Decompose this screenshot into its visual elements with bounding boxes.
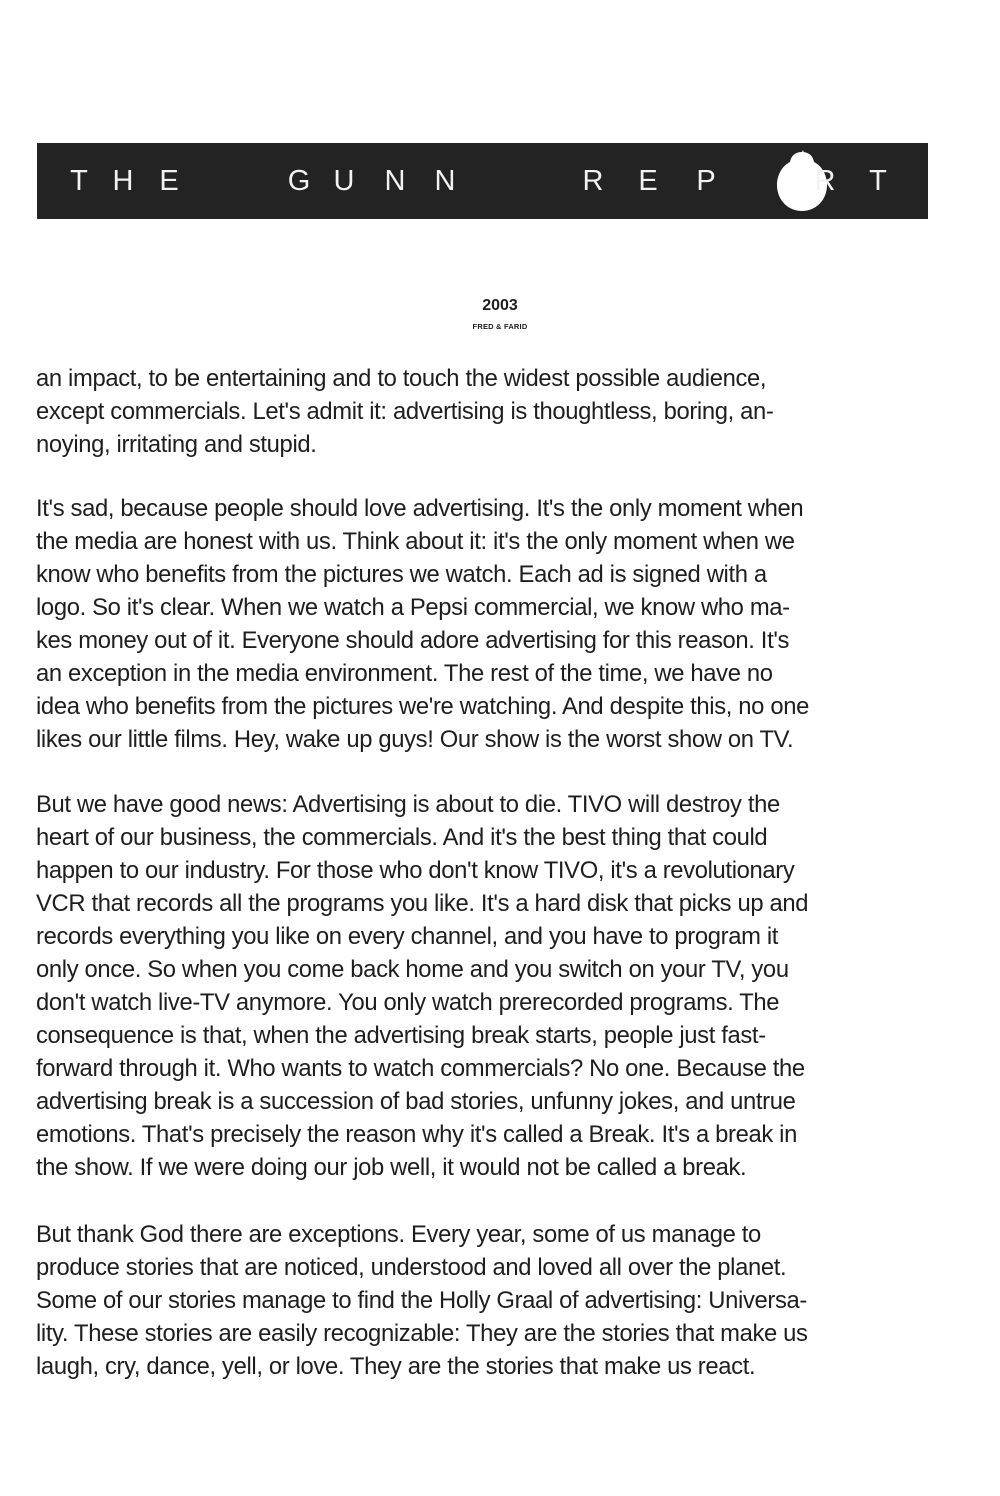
banner-letter: U [333, 165, 355, 197]
banner-letter: E [638, 165, 658, 197]
gunn-report-banner [37, 143, 928, 219]
banner-letter: E [159, 165, 179, 197]
banner-letter: G [287, 165, 311, 197]
year-heading: 2003 [482, 297, 518, 314]
paragraph: But we have good news: Advertising is about to die. TIVO will destroy the heart of our business, the commercials. And it's the best thing that could happen to our industry. For those who don't know TIVO, it's a revolutionary VCR that records all the programs you like. It's a hard disk that picks up and records everything you like on every channel, and you have to program it only once. So when you come back home and you switch on your TV, you don't watch live-TV anymore. You only watch prerecorded programs. The consequence is that, when the advertising break starts, people just fast- forward through it. Who wants to watch commercials? No one. Because the advertising break is a succession of bad stories, unfunny jokes, and untrue emotions. That's precisely the reason why it's called a Break. It's a break in the show. If we were doing our job well, it would not be called a break. [36, 791, 809, 1181]
banner-letter: R [814, 165, 836, 197]
paragraph: But thank God there are exceptions. Every year, some of us manage to produce stories that are noticed, understood and loved all over the planet. Some of our stories manage to find the Holly Graal of advertising: Universa- lity. These stories are easily recognizable: They are the stories that make us laugh, cry, dance, yell, or love. They are the stories that make us react. [36, 1221, 808, 1380]
banner-letter: N [384, 165, 406, 197]
banner-letter: R [582, 165, 604, 197]
banner-letter: P [696, 165, 716, 197]
banner-letter: T [70, 165, 88, 197]
authors-subheading: FRED & FARID [472, 322, 528, 331]
banner-letter: T [869, 165, 887, 197]
banner-letter: H [112, 165, 134, 197]
paragraph: It's sad, because people should love advertising. It's the only moment when the media are honest with us. Think about it: it's the only moment when we know who benefits from the pictures we watch. Each ad is signed with a logo. So it's clear. When we watch a Pepsi commercial, we know who ma- kes money out of it. Everyone should adore advertising for this reason. It's an exception in the media environment. The rest of the time, we have no idea who benefits from the pictures we're watching. And despite this, no one likes our little films. Hey, wake up guys! Our show is the worst show on TV. [36, 495, 809, 753]
paragraph: an impact, to be entertaining and to touch the widest possible audience, except commercials. Let's admit it: advertising is thoughtless, boring, an- noying, irritating and stupid. [36, 365, 774, 458]
banner-letter: N [434, 165, 456, 197]
